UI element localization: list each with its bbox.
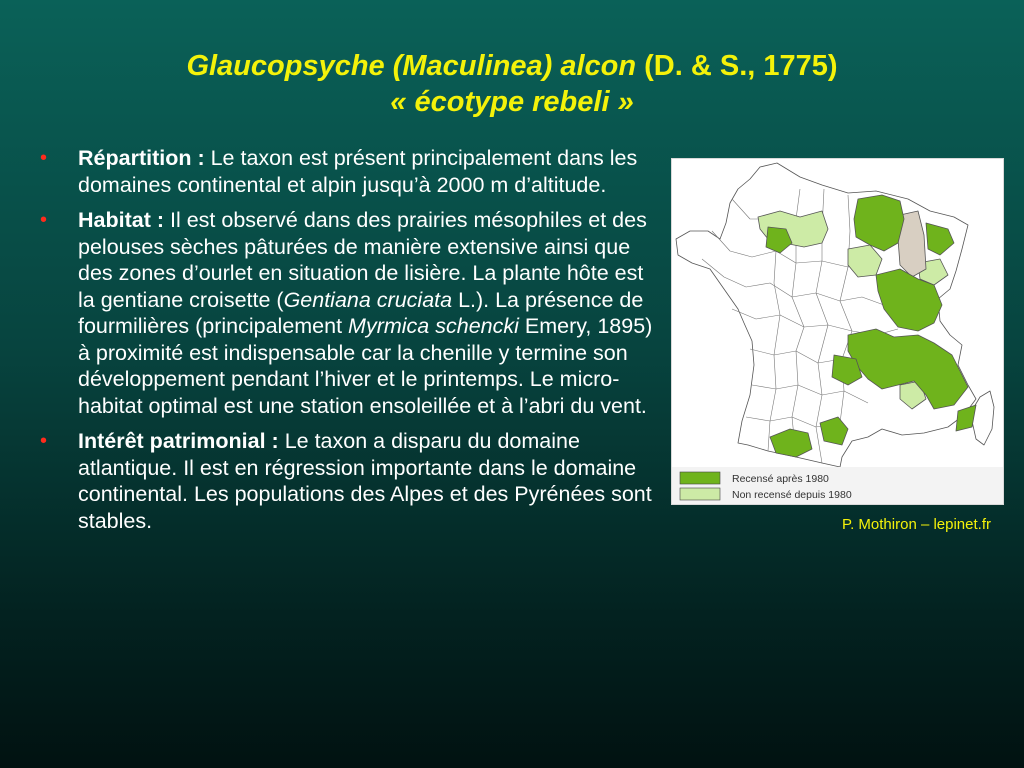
bullet-label: Intérêt patrimonial :: [78, 429, 279, 453]
map-legend: [672, 467, 1003, 504]
bullet-label: Habitat :: [78, 208, 164, 232]
distribution-map: [671, 158, 1004, 505]
species-name: Glaucopsyche (Maculinea) alcon: [186, 50, 637, 82]
bullet-label: Répartition :: [78, 146, 205, 170]
bullet-dot: •: [40, 209, 48, 231]
bullet-list: [36, 145, 658, 543]
ecotype-subtitle: « écotype rebeli »: [390, 86, 634, 118]
bullet-text: Il est observé dans des prairies mésophiles et des pelouses sèches pâturées de manière extensive ainsi que des zones d’ourlet en situation de lisière. La plante hôte est la gentiane croisette (: [78, 208, 647, 312]
bullet-dot: •: [40, 430, 48, 452]
legend-swatch-recent: [680, 472, 720, 484]
bullet-text: L.). La présence de fourmilières (principalement: [78, 287, 644, 338]
bullet-interet-patrimonial: [36, 428, 658, 534]
bullet-text: Emery, 1895) à proximité est indispensable car la chenille y termine son développement pendant l’hiver et le printemps. Le micro-habitat optimal est une station ensoleillée et à l’abri du vent.: [78, 314, 653, 418]
bullet-dot: •: [40, 147, 48, 169]
slide-title: [0, 48, 1024, 120]
species-author: (D. & S., 1775): [644, 50, 838, 82]
map-regions: [676, 163, 994, 467]
france-departments-map: [672, 159, 1003, 504]
host-plant-name: Gentiana cruciata: [283, 287, 453, 312]
legend-label-old: Non recensé depuis 1980: [732, 489, 852, 501]
legend-swatch-old: [680, 488, 720, 500]
bullet-text: Le taxon a disparu du domaine atlantique. Il est en régression importante dans le domaine continental. Les populations des Alpes et des Pyrénées sont stables.: [78, 429, 652, 533]
bullet-repartition: [36, 145, 658, 198]
title-line-1: [0, 48, 1024, 84]
photo-credit: P. Mothiron – lepinet.fr: [842, 516, 991, 533]
legend-label-recent: Recensé après 1980: [732, 473, 829, 485]
bullet-habitat: [36, 207, 658, 419]
bullet-text: Le taxon est présent principalement dans les domaines continental et alpin jusqu’à 2000 m d’altitude.: [78, 146, 638, 197]
ant-species-name: Myrmica schencki: [348, 314, 519, 338]
